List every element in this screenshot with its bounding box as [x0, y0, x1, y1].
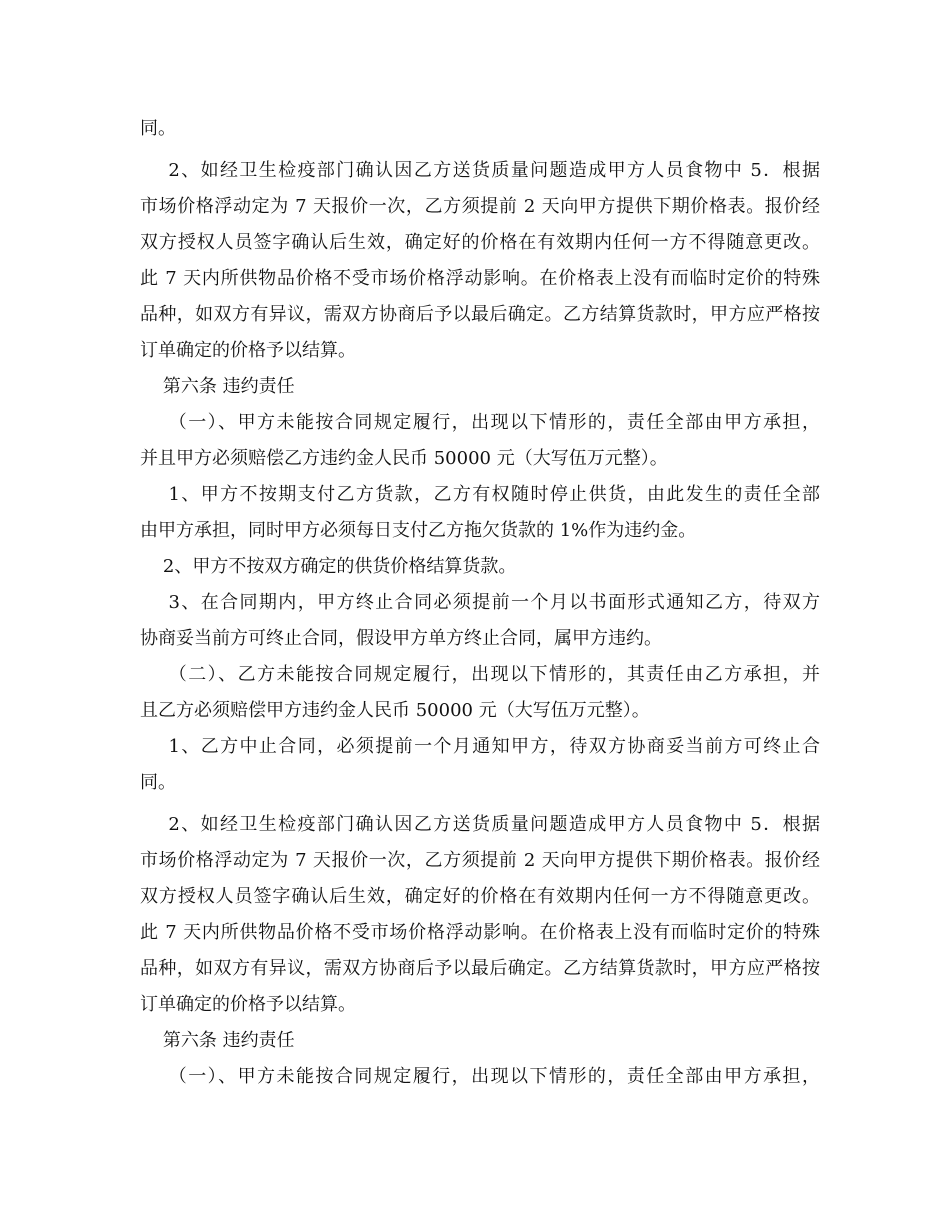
text-line: 此 7 天内所供物品价格不受市场价格浮动影响。在价格表上没有而临时定价的特殊	[140, 268, 820, 289]
text-line: 市场价格浮动定为 7 天报价一次，乙方须提前 2 天向甲方提供下期价格表。报价经	[140, 850, 820, 871]
text-line: 2、如经卫生检疫部门确认因乙方送货质量问题造成甲方人员食物中 5．根据	[140, 814, 820, 835]
text-line: 品种，如双方有异议，需双方协商后予以最后确定。乙方结算货款时，甲方应严格按	[140, 304, 820, 325]
text-line: （一）、甲方未能按合同规定履行，出现以下情形的，责任全部由甲方承担，	[140, 1066, 820, 1087]
section-heading: 第六条 违约责任	[140, 1030, 295, 1051]
text-line: 双方授权人员签字确认后生效，确定好的价格在有效期内任何一方不得随意更改。	[140, 232, 820, 253]
text-line: 同。	[140, 118, 176, 139]
text-line: 双方授权人员签字确认后生效，确定好的价格在有效期内任何一方不得随意更改。	[140, 886, 820, 907]
text-line: 由甲方承担，同时甲方必须每日支付乙方拖欠货款的 1%作为违约金。	[140, 520, 697, 541]
text-line: 1、乙方中止合同，必须提前一个月通知甲方，待双方协商妥当前方可终止合	[140, 736, 820, 757]
text-line: （一）、甲方未能按合同规定履行，出现以下情形的，责任全部由甲方承担，	[140, 412, 820, 433]
text-line: 同。	[140, 772, 176, 793]
text-line: 协商妥当前方可终止合同，假设甲方单方终止合同，属甲方违约。	[140, 628, 662, 649]
text-line: 2、甲方不按双方确定的供货价格结算货款。	[140, 556, 517, 577]
text-line: 2、如经卫生检疫部门确认因乙方送货质量问题造成甲方人员食物中 5．根据	[140, 160, 820, 181]
text-line: 此 7 天内所供物品价格不受市场价格浮动影响。在价格表上没有而临时定价的特殊	[140, 922, 820, 943]
text-line: 并且甲方必须赔偿乙方违约金人民币 50000 元（大写伍万元整）。	[140, 448, 668, 469]
text-line: 3、在合同期内，甲方终止合同必须提前一个月以书面形式通知乙方，待双方	[140, 592, 820, 613]
text-line: 订单确定的价格予以结算。	[140, 994, 356, 1015]
text-line: 市场价格浮动定为 7 天报价一次，乙方须提前 2 天向甲方提供下期价格表。报价经	[140, 196, 820, 217]
text-line: 且乙方必须赔偿甲方违约金人民币 50000 元（大写伍万元整）。	[140, 700, 650, 721]
text-line: 品种，如双方有异议，需双方协商后予以最后确定。乙方结算货款时，甲方应严格按	[140, 958, 820, 979]
text-line: （二）、乙方未能按合同规定履行，出现以下情形的，其责任由乙方承担，并	[140, 664, 820, 685]
text-line: 订单确定的价格予以结算。	[140, 340, 356, 361]
section-heading: 第六条 违约责任	[140, 376, 295, 397]
text-line: 1、甲方不按期支付乙方货款，乙方有权随时停止供货，由此发生的责任全部	[140, 484, 820, 505]
